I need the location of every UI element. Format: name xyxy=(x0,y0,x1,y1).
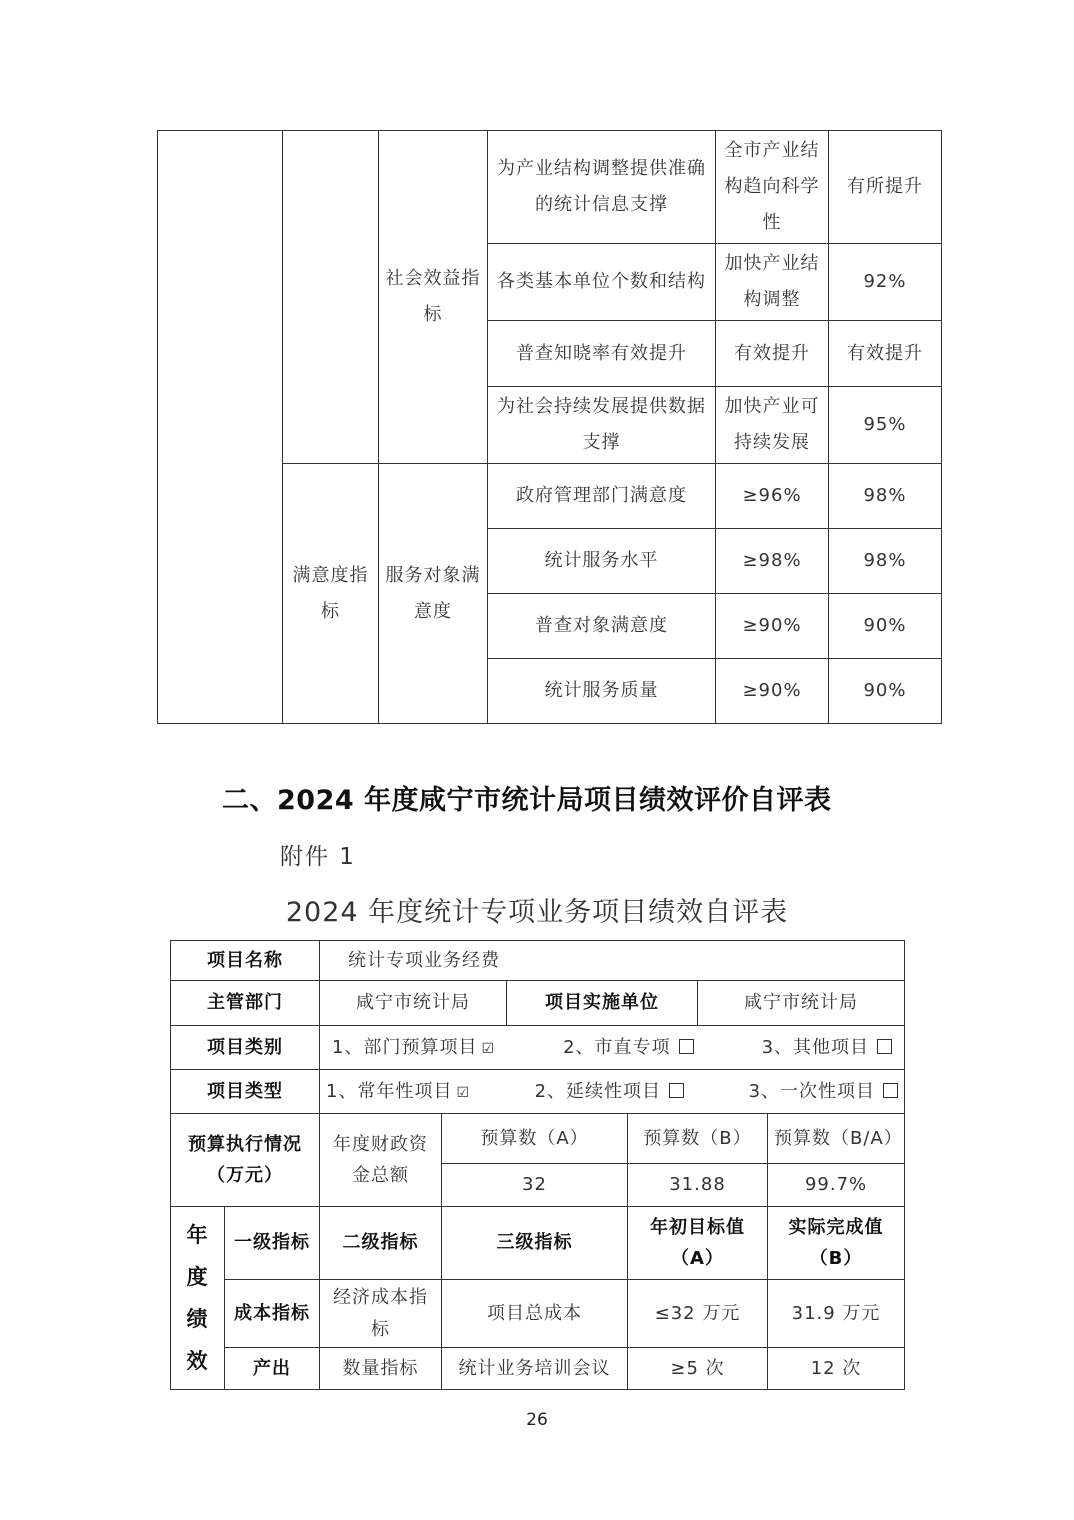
level3-indicator: 统计服务质量 xyxy=(488,659,716,724)
self-evaluation-table xyxy=(170,940,905,1390)
level1-cost: 成本指标 xyxy=(225,1280,320,1348)
level3-training-meetings: 统计业务培训会议 xyxy=(442,1348,628,1390)
level3-header: 三级指标 xyxy=(442,1207,628,1280)
target-header: 年初目标值（A） xyxy=(628,1207,768,1280)
checked-box-icon[interactable]: ☑ xyxy=(481,1040,496,1057)
level3-indicator: 统计服务水平 xyxy=(488,529,716,594)
section-heading: 二、2024 年度咸宁市统计局项目绩效评价自评表 xyxy=(222,785,832,816)
type-option-1[interactable]: 1、常年性项目 ☑ xyxy=(326,1080,471,1102)
checked-box-icon[interactable]: ☑ xyxy=(456,1084,471,1101)
target-value: ≥96% xyxy=(716,464,829,529)
project-name-value: 统计专项业务经费 xyxy=(320,941,905,981)
level2-economic-cost: 经济成本指标 xyxy=(320,1280,442,1348)
target-value: ≤32 万元 xyxy=(628,1280,768,1348)
level3-indicator: 政府管理部门满意度 xyxy=(488,464,716,529)
actual-value: 31.9 万元 xyxy=(768,1280,905,1348)
level3-indicator: 为社会持续发展提供数据支撑 xyxy=(488,387,716,464)
level3-indicator: 普查对象满意度 xyxy=(488,594,716,659)
level3-indicator: 普查知晓率有效提升 xyxy=(488,321,716,387)
actual-value: 有所提升 xyxy=(829,131,942,244)
target-value: 加快产业结构调整 xyxy=(716,244,829,321)
actual-value: 92% xyxy=(829,244,942,321)
category-option-3[interactable]: 3、其他项目 xyxy=(762,1032,892,1064)
level2-header: 二级指标 xyxy=(320,1207,442,1280)
actual-value: 95% xyxy=(829,387,942,464)
target-value: 加快产业可持续发展 xyxy=(716,387,829,464)
level3-indicator: 各类基本单位个数和结构 xyxy=(488,244,716,321)
annual-fund-total-label: 年度财政资金总额 xyxy=(320,1114,442,1207)
level1-empty-cell xyxy=(158,131,283,724)
department-label: 主管部门 xyxy=(171,981,320,1026)
implementing-unit-label: 项目实施单位 xyxy=(507,981,698,1026)
actual-value: 90% xyxy=(829,659,942,724)
target-value: ≥90% xyxy=(716,594,829,659)
level1-satisfaction: 满意度指标 xyxy=(283,464,379,724)
project-type-label: 项目类型 xyxy=(171,1070,320,1114)
budget-b-value: 31.88 xyxy=(628,1164,768,1207)
type-option-2[interactable]: 2、延续性项目 xyxy=(535,1076,684,1108)
project-name-label: 项目名称 xyxy=(171,941,320,981)
budget-ratio-value: 99.7% xyxy=(768,1164,905,1207)
level1-social-empty-cell xyxy=(283,131,379,464)
level2-quantity: 数量指标 xyxy=(320,1348,442,1390)
implementing-unit-value: 咸宁市统计局 xyxy=(698,981,905,1026)
checkbox-icon[interactable] xyxy=(669,1083,684,1098)
target-value: 有效提升 xyxy=(716,321,829,387)
actual-value: 98% xyxy=(829,529,942,594)
budget-execution-label: 预算执行情况（万元） xyxy=(171,1114,320,1207)
budget-b-header: 预算数（B） xyxy=(628,1114,768,1164)
budget-a-value: 32 xyxy=(442,1164,628,1207)
project-type-options xyxy=(320,1070,905,1114)
actual-header: 实际完成值（B） xyxy=(768,1207,905,1280)
table-title: 2024 年度统计专项业务项目绩效自评表 xyxy=(285,897,789,928)
target-value: ≥98% xyxy=(716,529,829,594)
checkbox-icon[interactable] xyxy=(883,1083,898,1098)
indicator-table-continued xyxy=(157,130,942,724)
annual-performance-label: 年度绩效 xyxy=(171,1207,225,1390)
level1-output: 产出 xyxy=(225,1348,320,1390)
project-category-options xyxy=(320,1026,905,1070)
target-value: 全市产业结构趋向科学性 xyxy=(716,131,829,244)
level2-social-benefit: 社会效益指标 xyxy=(379,131,488,464)
page-number: 26 xyxy=(526,1410,548,1430)
level2-service-satisfaction: 服务对象满意度 xyxy=(379,464,488,724)
budget-a-header: 预算数（A） xyxy=(442,1114,628,1164)
target-value: ≥5 次 xyxy=(628,1348,768,1390)
level3-indicator: 为产业结构调整提供准确的统计信息支撑 xyxy=(488,131,716,244)
category-option-2[interactable]: 2、市直专项 xyxy=(563,1032,693,1064)
project-category-label: 项目类别 xyxy=(171,1026,320,1070)
actual-value: 12 次 xyxy=(768,1348,905,1390)
level3-total-cost: 项目总成本 xyxy=(442,1280,628,1348)
checkbox-icon[interactable] xyxy=(679,1039,694,1054)
type-option-3[interactable]: 3、一次性项目 xyxy=(749,1076,898,1108)
checkbox-icon[interactable] xyxy=(877,1039,892,1054)
actual-value: 有效提升 xyxy=(829,321,942,387)
level1-header: 一级指标 xyxy=(225,1207,320,1280)
attachment-label: 附件 1 xyxy=(280,844,356,870)
category-option-1[interactable]: 1、部门预算项目 ☑ xyxy=(332,1036,496,1058)
department-value: 咸宁市统计局 xyxy=(320,981,507,1026)
actual-value: 98% xyxy=(829,464,942,529)
target-value: ≥90% xyxy=(716,659,829,724)
actual-value: 90% xyxy=(829,594,942,659)
budget-ratio-header: 预算数（B/A） xyxy=(768,1114,905,1164)
